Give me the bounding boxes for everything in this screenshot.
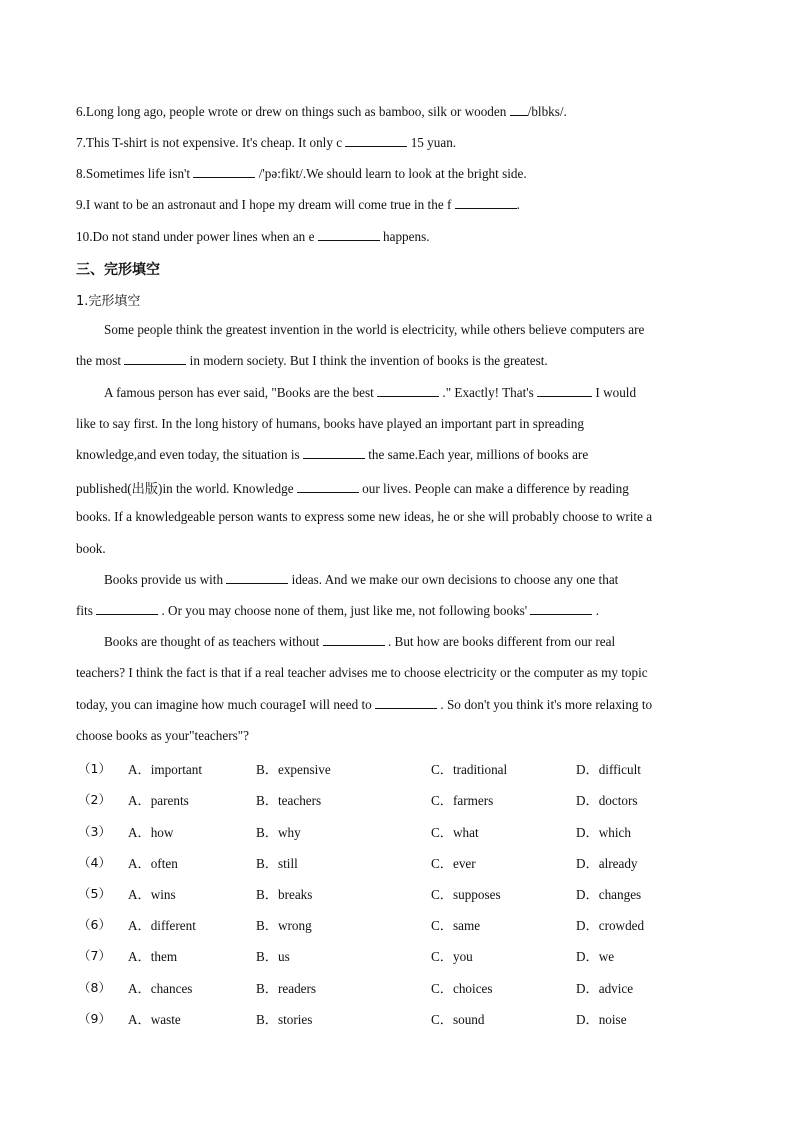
option-d[interactable]: D．noise — [576, 1012, 627, 1027]
passage-line: today, you can imagine how much courageI will need to . So don't you think it's more relaxing to — [76, 697, 653, 712]
option-a[interactable]: A．different — [128, 918, 196, 933]
option-row: （3） A．how B．why C．what D．which — [78, 824, 631, 840]
cloze-blank-8[interactable] — [530, 603, 592, 615]
cloze-blank-7[interactable] — [96, 603, 158, 615]
option-c[interactable]: C．what — [431, 825, 479, 840]
option-b[interactable]: B．breaks — [256, 887, 313, 902]
passage-line: A famous person has ever said, "Books are the best ." Exactly! That's I would — [104, 385, 637, 400]
option-c[interactable]: C．traditional — [431, 762, 508, 777]
passage-line: knowledge,and even today, the situation is the same.Each year, millions of books are — [76, 447, 589, 462]
option-b[interactable]: B．readers — [256, 981, 317, 996]
answer-blank[interactable] — [318, 229, 380, 241]
question-7: 7.This T-shirt is not expensive. It's cheap. It only c 15 yuan. — [76, 135, 457, 150]
option-row: （4） A．often B．still C．ever D．already — [78, 855, 638, 871]
option-row: （5） A．wins B．breaks C．supposes D．changes — [78, 886, 642, 902]
section-subtitle: 1.完形填空 — [76, 294, 141, 309]
cloze-blank-2[interactable] — [377, 385, 439, 397]
option-row: （9） A．waste B．stories C．sound D．noise — [78, 1011, 627, 1027]
option-b[interactable]: B．us — [256, 949, 290, 964]
option-c[interactable]: C．you — [431, 949, 473, 964]
question-8: 8.Sometimes life isn't /'pə:fikt/.We should learn to look at the bright side. — [76, 166, 527, 181]
option-row: （7） A．them B．us C．you D．we — [78, 948, 615, 964]
passage-line: Some people think the greatest invention in the world is electricity, while others believe computers are — [104, 322, 645, 337]
option-d[interactable]: D．crowded — [576, 918, 645, 933]
cloze-blank-10[interactable] — [375, 697, 437, 709]
question-9: 9.I want to be an astronaut and I hope my dream will come true in the f . — [76, 197, 520, 212]
option-b[interactable]: B．stories — [256, 1012, 313, 1027]
passage-line: like to say first. In the long history of humans, books have played an important part in spreading — [76, 416, 584, 431]
passage-line: published(出版)in the world. Knowledge our lives. People can make a difference by reading — [76, 481, 629, 496]
cloze-blank-3[interactable] — [537, 385, 592, 397]
option-b[interactable]: B．expensive — [256, 762, 331, 777]
passage-line: Books are thought of as teachers without . But how are books different from our real — [104, 634, 616, 649]
passage-line: book. — [76, 541, 106, 556]
option-row: （6） A．different B．wrong C．same D．crowded — [78, 917, 645, 933]
option-a[interactable]: A．chances — [128, 981, 193, 996]
option-c[interactable]: C．supposes — [431, 887, 501, 902]
cloze-blank-1[interactable] — [124, 353, 186, 365]
answer-blank[interactable] — [510, 104, 528, 116]
option-d[interactable]: D．difficult — [576, 762, 641, 777]
question-10: 10.Do not stand under power lines when an e happens. — [76, 229, 430, 244]
passage-line: the most in modern society. But I think the invention of books is the greatest. — [76, 353, 548, 368]
answer-blank[interactable] — [345, 135, 407, 147]
cloze-blank-6[interactable] — [226, 572, 288, 584]
option-row: （1） A．important B．expensive C．traditional D．difficult — [78, 761, 641, 777]
option-c[interactable]: C．ever — [431, 856, 476, 871]
answer-blank[interactable] — [455, 197, 517, 209]
cloze-blank-5[interactable] — [297, 481, 359, 493]
option-a[interactable]: A．often — [128, 856, 178, 871]
option-row: （2） A．parents B．teachers C．farmers D．doctors — [78, 792, 638, 808]
option-c[interactable]: C．same — [431, 918, 481, 933]
option-c[interactable]: C．choices — [431, 981, 493, 996]
passage-line: fits . Or you may choose none of them, just like me, not following books' . — [76, 603, 600, 618]
section-heading: 三、完形填空 — [76, 262, 160, 278]
passage-line: Books provide us with ideas. And we make our own decisions to choose any one that — [104, 572, 619, 587]
option-c[interactable]: C．sound — [431, 1012, 485, 1027]
cloze-blank-9[interactable] — [323, 634, 385, 646]
passage-line: choose books as your"teachers"? — [76, 728, 249, 743]
cloze-blank-4[interactable] — [303, 447, 365, 459]
option-d[interactable]: D．advice — [576, 981, 634, 996]
option-a[interactable]: A．them — [128, 949, 178, 964]
option-d[interactable]: D．which — [576, 825, 631, 840]
option-d[interactable]: D．changes — [576, 887, 642, 902]
option-d[interactable]: D．doctors — [576, 793, 638, 808]
option-b[interactable]: B．teachers — [256, 793, 322, 808]
option-c[interactable]: C．farmers — [431, 793, 494, 808]
answer-blank[interactable] — [193, 166, 255, 178]
question-6: 6.Long long ago, people wrote or drew on things such as bamboo, silk or wooden /blbks/. — [76, 104, 567, 119]
option-a[interactable]: A．important — [128, 762, 202, 777]
option-d[interactable]: D．already — [576, 856, 638, 871]
option-a[interactable]: A．wins — [128, 887, 176, 902]
option-a[interactable]: A．how — [128, 825, 174, 840]
option-d[interactable]: D．we — [576, 949, 615, 964]
passage-line: teachers? I think the fact is that if a real teacher advises me to choose electricity or the computer as my topic — [76, 665, 648, 680]
option-row: （8） A．chances B．readers C．choices D．advice — [78, 980, 634, 996]
option-b[interactable]: B．still — [256, 856, 298, 871]
option-b[interactable]: B．wrong — [256, 918, 312, 933]
option-b[interactable]: B．why — [256, 825, 301, 840]
option-a[interactable]: A．waste — [128, 1012, 181, 1027]
passage-line: books. If a knowledgeable person wants to express some new ideas, he or she will probably choose to write a — [76, 509, 653, 524]
option-a[interactable]: A．parents — [128, 793, 189, 808]
